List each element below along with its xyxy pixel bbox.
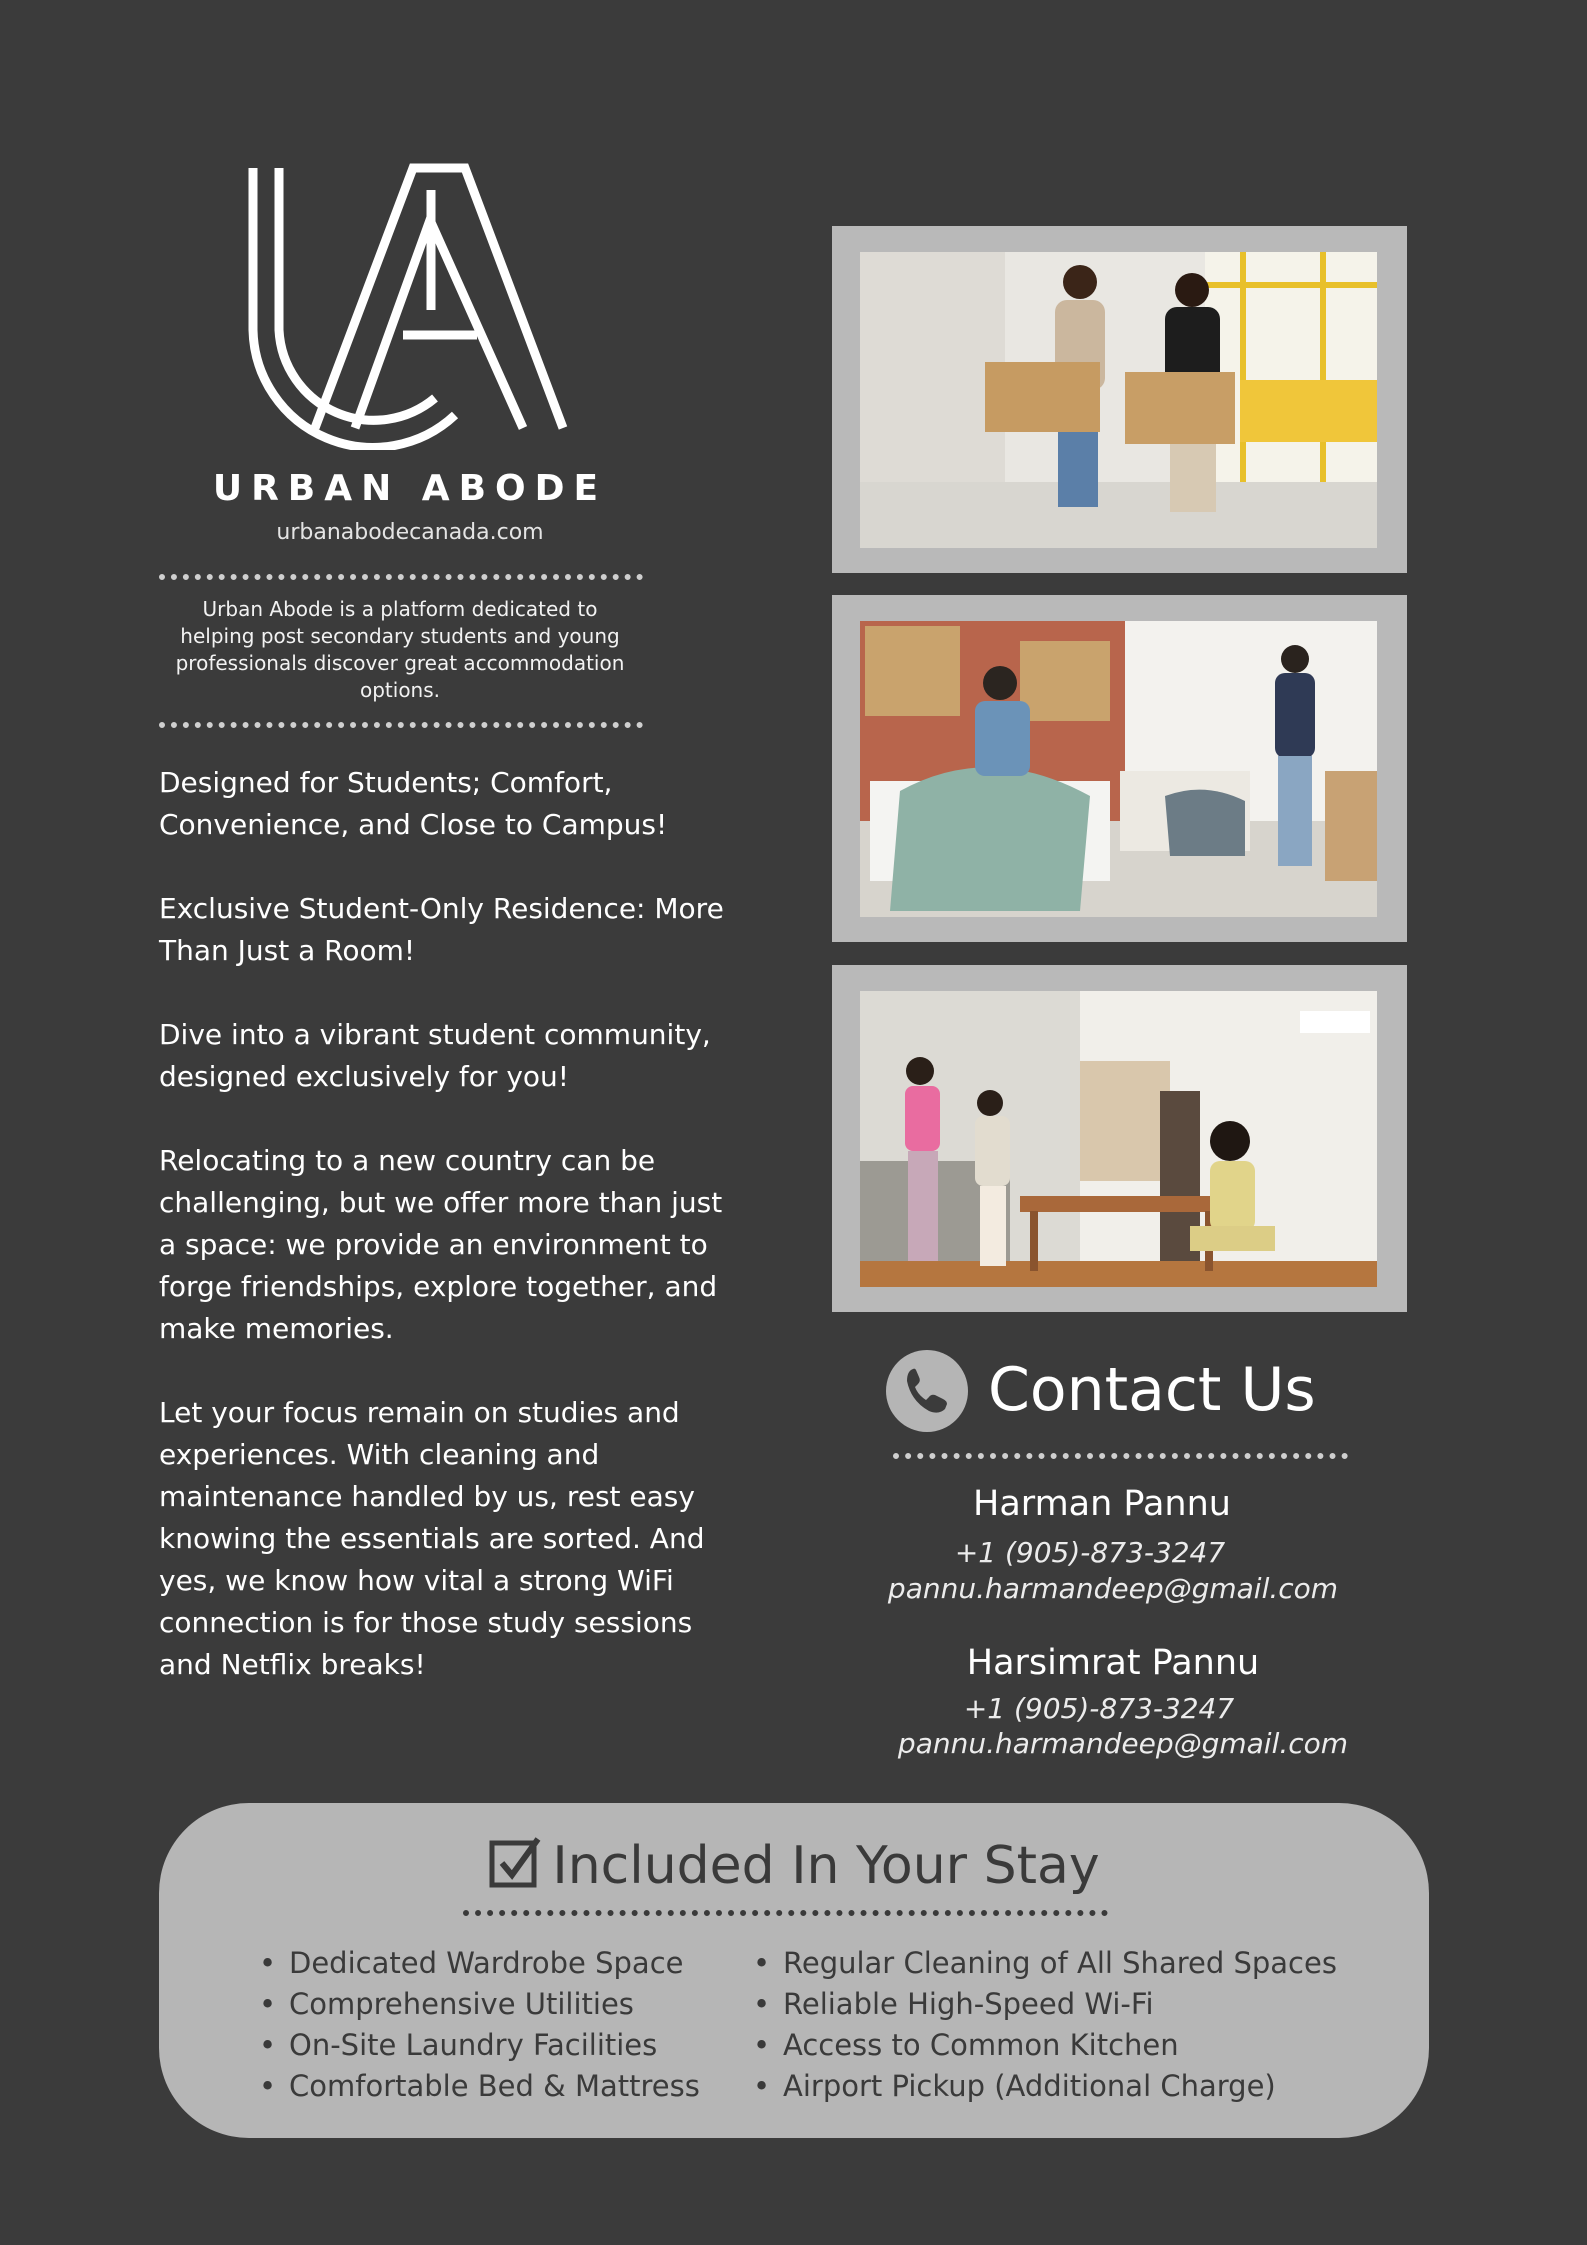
- list-item: • Regular Cleaning of All Shared Spaces: [753, 1943, 1337, 1984]
- contact-name-1: Harman Pannu: [973, 1484, 1231, 1524]
- intro-text: Urban Abode is a platform dedicated to helping post secondary students and young professionals discover great accommodation options.: [175, 597, 625, 702]
- included-panel: [159, 1803, 1429, 2138]
- phone-icon: [885, 1349, 969, 1433]
- list-item: • Comprehensive Utilities: [259, 1984, 700, 2025]
- contact-title: Contact Us: [988, 1355, 1316, 1425]
- moving-in-photo: [860, 252, 1377, 548]
- contact-phone-2[interactable]: +1 (905)-873-3247: [963, 1692, 1235, 1725]
- list-item: • On-Site Laundry Facilities: [259, 2025, 700, 2066]
- relocating-paragraph: Relocating to a new country can be challenging, but we offer more than just a space: we provide an environment to forge friendships, explore together, and make memories.: [159, 1144, 723, 1345]
- contact-name-2: Harsimrat Pannu: [966, 1643, 1260, 1683]
- list-item: • Reliable High-Speed Wi-Fi: [753, 1984, 1337, 2025]
- photo-frame-3: [832, 965, 1407, 1312]
- contact-email-2[interactable]: pannu.harmandeep@gmail.com: [897, 1727, 1349, 1760]
- divider: [159, 722, 643, 728]
- residence-paragraph: Exclusive Student-Only Residence: More Than Just a Room!: [159, 892, 724, 967]
- body-copy: [159, 762, 739, 1728]
- bedroom-photo: [860, 621, 1377, 917]
- kitchen-photo: [860, 991, 1377, 1287]
- list-item: • Comfortable Bed & Mattress: [259, 2066, 700, 2107]
- photo-frame-1: [832, 226, 1407, 573]
- included-list-right: [753, 1943, 1337, 2107]
- included-title-row: [159, 1835, 1429, 1897]
- website-link[interactable]: urbanabodecanada.com: [276, 520, 544, 545]
- included-title: Included In Your Stay: [552, 1836, 1100, 1896]
- list-item: • Access to Common Kitchen: [753, 2025, 1337, 2066]
- focus-paragraph: Let your focus remain on studies and experiences. With cleaning and maintenance handled by us, rest easy knowing the essentials are sorted. And yes, we know how vital a strong WiFi connection is for those study sessions and Netflix breaks!: [159, 1396, 705, 1681]
- included-list-left: [259, 1943, 700, 2107]
- headline-paragraph: Designed for Students; Comfort, Convenience, and Close to Campus!: [159, 766, 668, 841]
- contact-phone-1[interactable]: +1 (905)-873-3247: [954, 1536, 1226, 1569]
- checkbox-icon: [488, 1835, 542, 1889]
- urban-abode-logo: [245, 160, 575, 450]
- community-paragraph: Dive into a vibrant student community, designed exclusively for you!: [159, 1018, 711, 1093]
- divider: [159, 574, 643, 580]
- divider: [463, 1910, 1108, 1916]
- list-item: • Airport Pickup (Additional Charge): [753, 2066, 1337, 2107]
- divider: [893, 1453, 1348, 1459]
- contact-email-1[interactable]: pannu.harmandeep@gmail.com: [887, 1572, 1339, 1605]
- list-item: • Dedicated Wardrobe Space: [259, 1943, 700, 1984]
- brand-name: URBAN ABODE: [212, 468, 608, 509]
- photo-frame-2: [832, 595, 1407, 942]
